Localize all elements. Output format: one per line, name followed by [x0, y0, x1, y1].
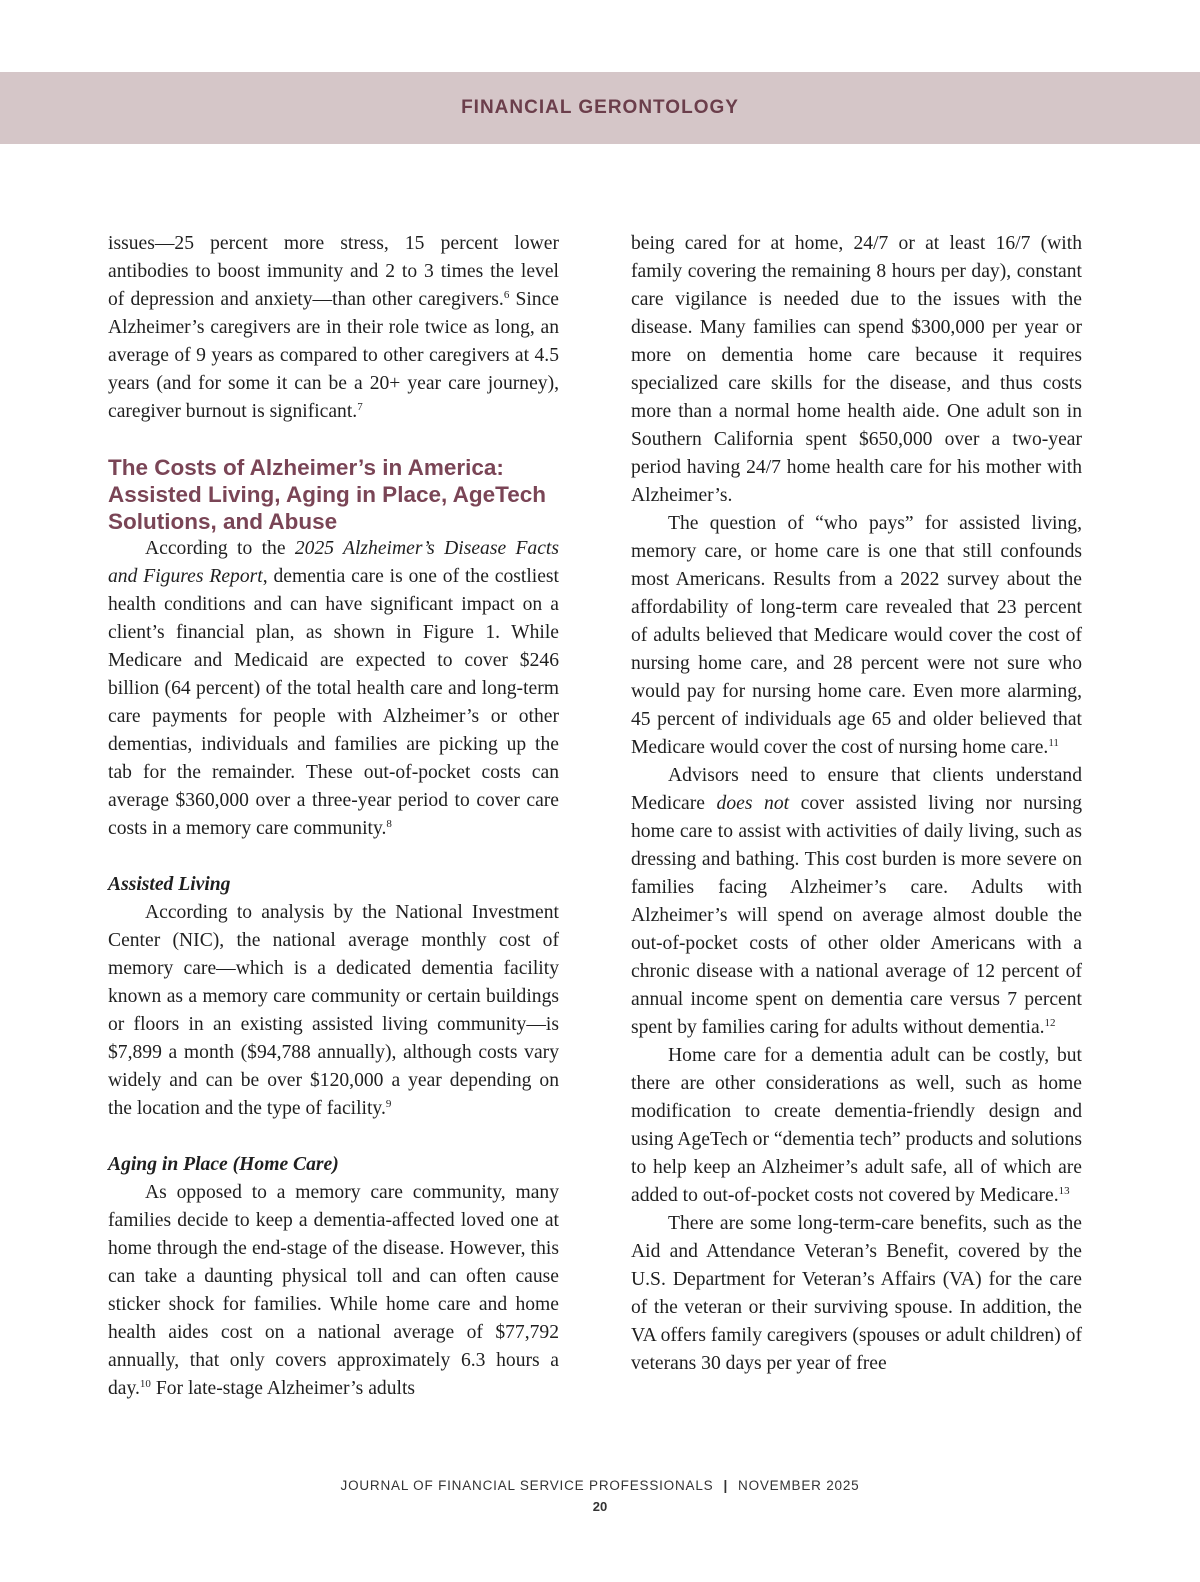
- report-title: 2025 Alzheimer’s Disease Facts and Figures Report: [108, 538, 559, 587]
- paragraph: being cared for at home, 24/7 or at least 16/7 (with family covering the remaining 8 hours per day), constant care vigilance is needed due to the issues with the disease. Many families can spend $300,000 per year or more on dementia home care because it requires specialized care skills for the disease, and thus costs more than a normal home health aide. One adult son in Southern California spent $650,000 over a two-year period having 24/7 home health care for his mother with Alzheimer’s.: [631, 233, 1082, 506]
- paragraph: There are some long-term-care benefits, such as the Aid and Attendance Veteran’s Benefit, covered by the U.S. Department for Veteran’s Affairs (VA) for the care of the veteran or their surviving spouse. In addition, the VA offers family caregivers (spouses or adult children) of veterans 30 days per year of free: [631, 1213, 1082, 1374]
- paragraph: The question of “who pays” for assisted living, memory care, or home care is one that still confounds most Americans. Results from a 2022 survey about the affordability of long-term care revealed that 23 percent of adults believed that Medicare would cover the cost of nursing home care, and 28 percent were not sure who would pay for nursing home care. Even more alarming, 45 percent of individuals age 65 and older believed that Medicare would cover the cost of nursing home care.$^{11}$: [631, 513, 1082, 758]
- page-footer: [0, 1478, 1200, 1514]
- footnote-ref: 12: [1044, 1017, 1056, 1029]
- paragraph: As opposed to a memory care community, many families decide to keep a dementia-affected loved one at home through the end-stage of the disease. However, this can take a daunting physical toll and can often cause sticker shock for families. While home care and home health aides cost on a national average of $77,792 annually, that only covers approximately 6.3 hours a day.$^{10}$ For late-stage Alzheimer’s adults: [108, 1182, 559, 1399]
- right-column: [631, 230, 1082, 1378]
- subheading-assisted-living: Assisted Living: [108, 874, 231, 895]
- page-number: 20: [592, 1499, 608, 1514]
- footer-separator: |: [723, 1478, 729, 1493]
- footnote-ref: 6: [503, 289, 510, 301]
- section-title: FINANCIAL GERONTOLOGY: [461, 97, 739, 118]
- footnote-ref: 7: [357, 401, 363, 413]
- paragraph: Home care for a dementia adult can be costly, but there are other considerations as well, such as home modification to create dementia-friendly design and using AgeTech or “dementia tech” products and solutions to help keep an Alzheimer’s adult safe, all of which are added to out-of-pocket costs not covered by Medicare.$^{13}$: [631, 1045, 1082, 1206]
- footnote-ref: 8: [386, 818, 392, 830]
- footnote-ref: 13: [1058, 1185, 1070, 1197]
- paragraph: According to analysis by the National Investment Center (NIC), the national average monthly cost of memory care—which is a dedicated dementia facility known as a memory care community or certain buildings or floors in an existing assisted living community—is $7,899 a month ($94,788 annually), although costs vary widely and can be over $120,000 a year depending on the location and the type of facility.$^9$: [108, 902, 559, 1119]
- running-header-band: [0, 72, 1200, 144]
- paragraph: Advisors need to ensure that clients understand Medicare does not cover assisted living nor nursing home care to assist with activities of daily living, such as dressing and bathing. This cost burden is more severe on families facing Alzheimer’s care. Adults with Alzheimer’s will spend on average almost double the out-of-pocket costs of other older Americans with a chronic disease with a national average of 12 percent of annual income spent on dementia care versus 7 percent spent by families caring for adults without dementia.$^{12}$: [631, 765, 1082, 1038]
- subheading-aging-in-place: Aging in Place (Home Care): [108, 1154, 339, 1175]
- emphasis: does not: [716, 793, 790, 814]
- issue-date: NOVEMBER 2025: [738, 1478, 860, 1493]
- left-column: [108, 230, 559, 1403]
- section-heading: The Costs of Alzheimer’s in America: Assisted Living, Aging in Place, AgeTech Solutions, and Abuse: [108, 455, 547, 534]
- journal-name: JOURNAL OF FINANCIAL SERVICE PROFESSIONALS: [340, 1478, 714, 1493]
- footnote-ref: 11: [1048, 737, 1059, 749]
- paragraph: issues—25 percent more stress, 15 percent lower antibodies to boost immunity and 2 to 3 times the level of depression and anxiety—than other caregivers.$^6$ Since Alzheimer’s caregivers are in their role twice as long, an average of 9 years as compared to other caregivers at 4.5 years (and for some it can be a 20+ year care journey), caregiver burnout is significant.$^7$: [108, 233, 559, 422]
- paragraph: According to the 2025 Alzheimer’s Disease Facts and Figures Report, dementia care is one of the costliest health conditions and can have significant impact on a client’s financial plan, as shown in Figure 1. While Medicare and Medicaid are expected to cover $246 billion (64 percent) of the total health care and long-term care payments for people with Alzheimer’s or other dementias, individuals and families are picking up the tab for the remainder. These out-of-pocket costs can average $360,000 over a three-year period to cover care costs in a memory care community.$^8$: [108, 538, 559, 839]
- footnote-ref: 10: [139, 1378, 151, 1390]
- footnote-ref: 9: [385, 1098, 392, 1110]
